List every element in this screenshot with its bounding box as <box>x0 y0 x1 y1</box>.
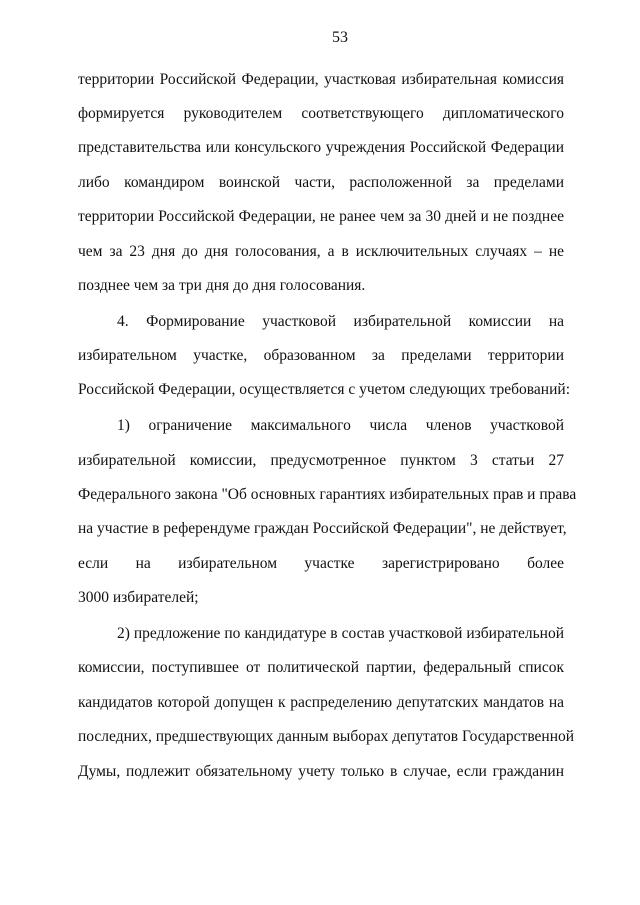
text-line: Российской Федерации, осуществляется с учетом следующих требований: <box>78 381 570 398</box>
text-line: чем за 23 дня до дня голосования, а в исключительных случаях – не <box>78 243 564 260</box>
text-line: Думы, подлежит обязательному учету только в случае, если гражданин <box>78 763 564 780</box>
text-line: Федерального закона "Об основных гарантиях избирательных прав и права <box>78 486 577 503</box>
text-line: на участие в референдуме граждан Российской Федерации", не действует, <box>78 520 567 537</box>
text-line: 3000 избирателей; <box>78 589 199 606</box>
text-line: формируется руководителем соответствующего дипломатического <box>78 105 564 122</box>
text-line: кандидатов которой допущен к распределению депутатских мандатов на <box>78 694 564 711</box>
text-line: позднее чем за три дня до дня голосования. <box>78 277 366 294</box>
text-line: избирательной комиссии, предусмотренное пунктом 3 статьи 27 <box>78 452 564 469</box>
text-line: 2) предложение по кандидатуре в состав участковой избирательной <box>117 625 564 642</box>
text-line: последних, предшествующих данным выборах депутатов Государственной <box>78 728 575 745</box>
text-line: 4. Формирование участковой избирательной комиссии на <box>117 313 564 330</box>
page-number: 53 <box>332 29 348 46</box>
text-line: представительства или консульского учреждения Российской Федерации <box>78 139 564 156</box>
text-line: либо командиром воинской части, расположенной за пределами <box>78 174 564 191</box>
text-line: территории Российской Федерации, участковая избирательная комиссия <box>78 71 564 88</box>
text-line: 1) ограничение максимального числа членов участковой <box>117 417 564 434</box>
text-line: территории Российской Федерации, не ранее чем за 30 дней и не позднее <box>78 208 564 225</box>
text-line: избирательном участке, образованном за пределами территории <box>78 347 564 364</box>
text-line: комиссии, поступившее от политической партии, федеральный список <box>78 659 564 676</box>
text-line: если на избирательном участке зарегистрировано более <box>78 555 564 572</box>
